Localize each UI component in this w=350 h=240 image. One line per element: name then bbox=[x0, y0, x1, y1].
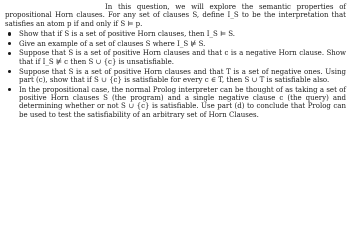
question-item-b bbox=[5, 40, 346, 48]
bullet-icon bbox=[8, 88, 11, 91]
question-text-a: Show that if S is a set of positive Horn clauses, then I_S ⊨ S. bbox=[19, 29, 236, 38]
bullet-icon bbox=[8, 42, 11, 45]
bullet-icon bbox=[8, 32, 11, 35]
question-text-b: Give an example of a set of clauses S where I_S ⊭ S. bbox=[19, 39, 206, 48]
question-item-c bbox=[5, 49, 346, 66]
question-list bbox=[5, 30, 346, 119]
bullet-icon bbox=[8, 70, 11, 73]
bullet-icon bbox=[8, 52, 11, 55]
question-item-d bbox=[5, 68, 346, 85]
question-item-e bbox=[5, 86, 346, 119]
question-text-c: Suppose that S is a set of positive Horn clauses and that c is a negative Horn clause. Show that if I_S ⊭ c then S ∪ {c} is unsatisfiable. bbox=[19, 49, 346, 66]
intro-paragraph: In this question, we will explore the semantic properties of propositional Horn clauses. For any set of clauses S, define I_S to be the interpretation that satisfies an atom p if and only if S ⊨ p. bbox=[5, 3, 346, 28]
question-item-a bbox=[5, 30, 346, 38]
question-text-e: In the propositional case, the normal Prolog interpreter can be thought of as taking a set of positive Horn clauses S (the program) and a single negative clause c (the query) and determining whether or not S ∪ {c} is satisfiable. Use part (d) to conclude that Prolog can be used to test the satisfiability of an arbitrary set of Horn Clauses. bbox=[19, 85, 346, 119]
question-text-d: Suppose that S is a set of positive Horn clauses and that T is a set of negative ones. Using part (c), show that if S ∪ {c} is satisfiable for every c ∈ T, then S ∪ T is satisfiable also. bbox=[19, 67, 346, 84]
